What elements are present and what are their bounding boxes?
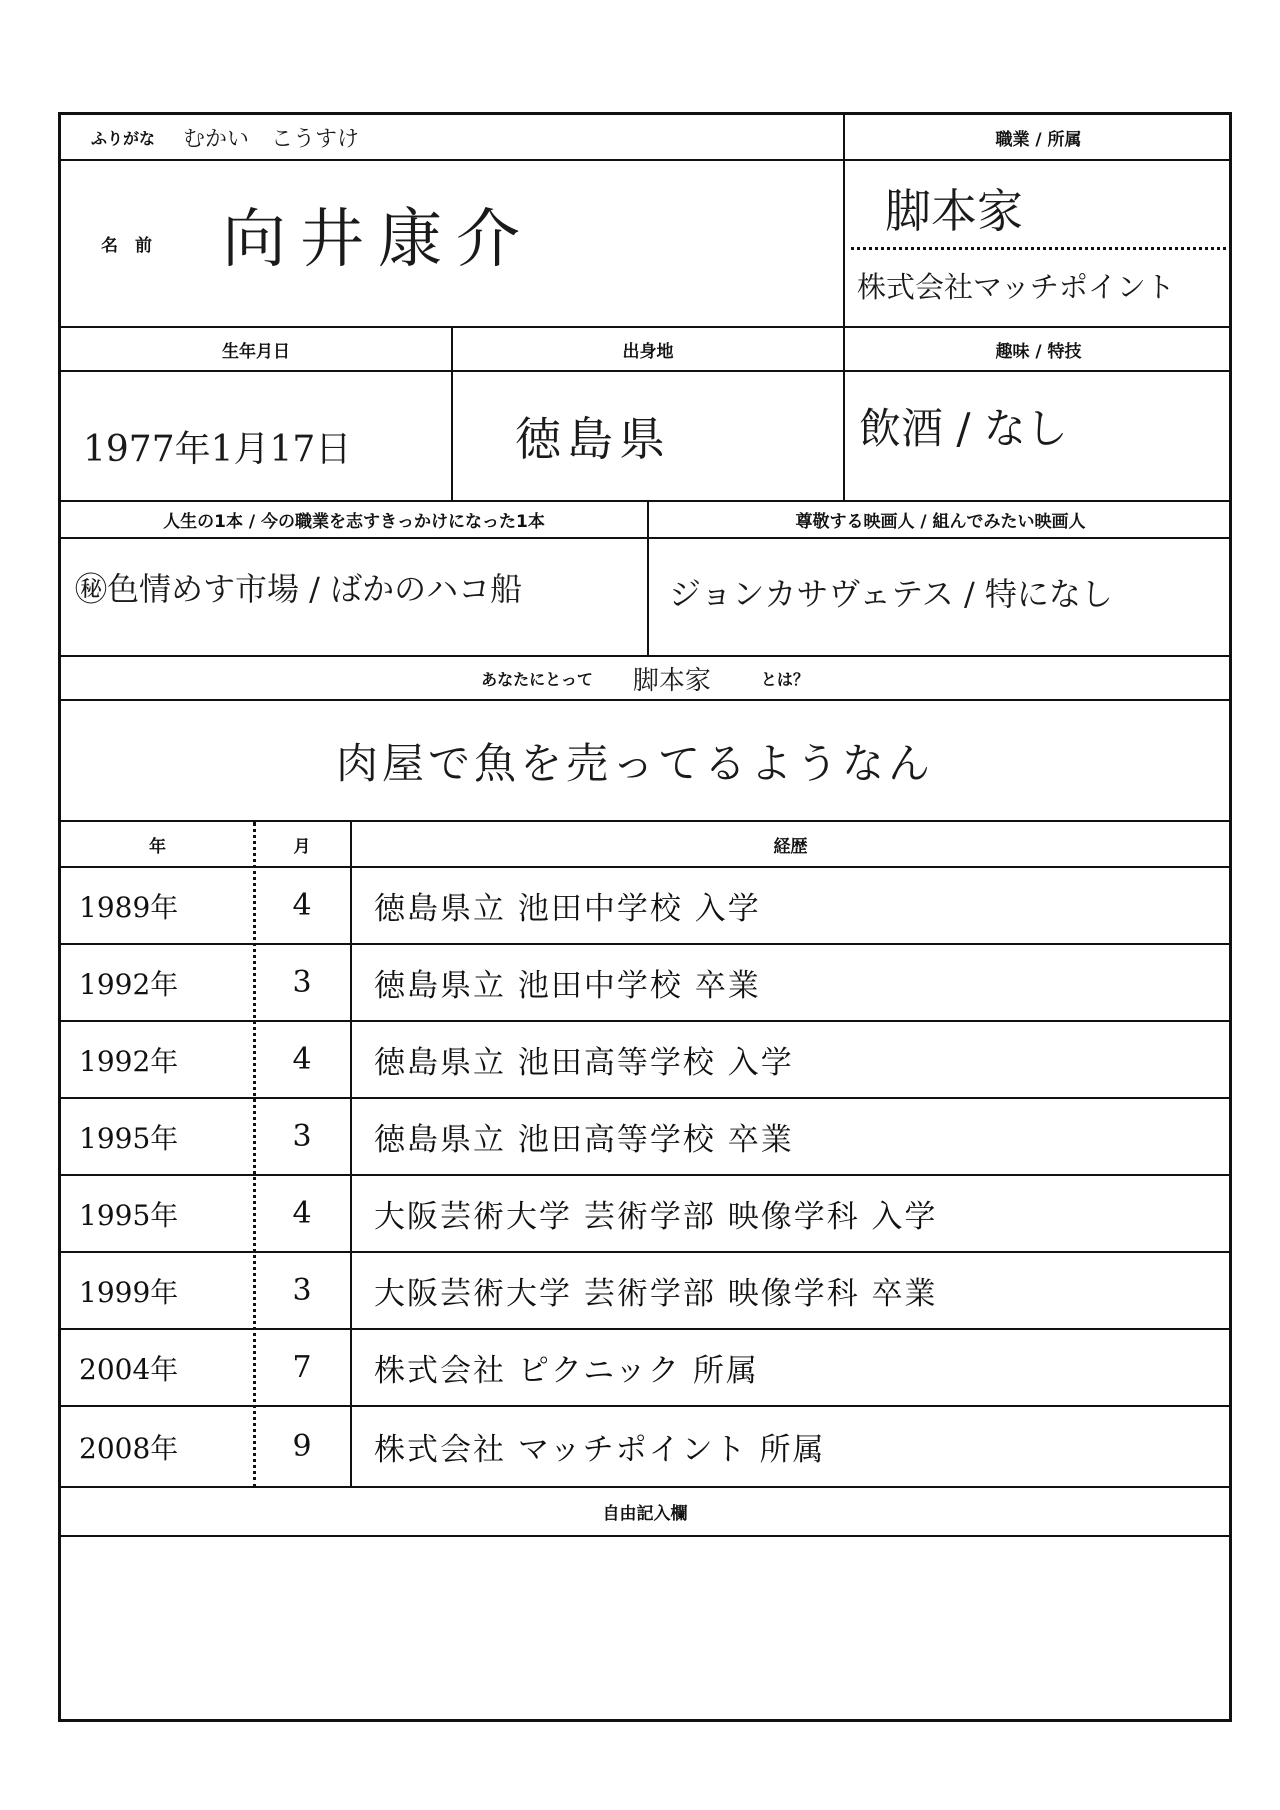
history-year: 1989年 [61, 868, 254, 945]
name-field [61, 161, 845, 328]
birthplace-header: 出身地 [453, 328, 845, 372]
furigana-label: ふりがな [91, 128, 156, 148]
career-header: 経歴 [352, 822, 1229, 868]
dotted-divider [851, 247, 1226, 250]
history-row [61, 868, 1229, 945]
history-career: 徳島県立 池田高等学校 卒業 [352, 1099, 1229, 1176]
history-row [61, 1099, 1229, 1176]
free-entry-header: 自由記入欄 [61, 1488, 1229, 1537]
history-month: 9 [254, 1407, 352, 1488]
month-header: 月 [254, 822, 352, 868]
favorite-film-value: ㊙色情めす市場 / ばかのハコ船 [61, 539, 649, 657]
history-row [61, 945, 1229, 1022]
history-month: 4 [254, 868, 352, 945]
history-career: 徳島県立 池田高等学校 入学 [352, 1022, 1229, 1099]
history-year: 1992年 [61, 945, 254, 1022]
name-value: 向井康介 [222, 202, 534, 277]
furigana-field [61, 115, 845, 161]
profile-form [58, 112, 1232, 1722]
history-month: 4 [254, 1176, 352, 1253]
respected-person-value: ジョンカサヴェテス / 特になし [649, 539, 1232, 657]
birthdate-value: 1977年1月17日 [61, 372, 453, 502]
question-answer: 肉屋で魚を売ってるようなん [61, 701, 1229, 822]
history-row [61, 1330, 1229, 1407]
history-month: 4 [254, 1022, 352, 1099]
history-year: 1992年 [61, 1022, 254, 1099]
history-career: 徳島県立 池田中学校 入学 [352, 868, 1229, 945]
history-month: 3 [254, 945, 352, 1022]
favorite-film-header: 人生の1本 / 今の職業を志すきっかけになった1本 [61, 502, 649, 539]
hobby-value: 飲酒 / なし [845, 372, 1232, 502]
name-label: 名 前 [101, 236, 152, 256]
company-value: 株式会社マッチポイント [857, 270, 1175, 304]
birthplace-value: 徳島県 [453, 372, 845, 502]
free-entry-area [61, 1537, 1229, 1719]
question-prefix: あなたにとって [481, 669, 593, 689]
history-row [61, 1176, 1229, 1253]
history-row [61, 1407, 1229, 1488]
question-subject: 脚本家 [632, 665, 711, 696]
job-value: 脚本家 [885, 184, 1023, 238]
history-career: 株式会社 マッチポイント 所属 [352, 1407, 1229, 1488]
hobby-header: 趣味 / 特技 [845, 328, 1232, 372]
history-month: 3 [254, 1099, 352, 1176]
respected-person-header: 尊敬する映画人 / 組んでみたい映画人 [649, 502, 1232, 539]
history-year: 1999年 [61, 1253, 254, 1330]
history-row [61, 1253, 1229, 1330]
history-career: 徳島県立 池田中学校 卒業 [352, 945, 1229, 1022]
history-year: 1995年 [61, 1176, 254, 1253]
birthdate-header: 生年月日 [61, 328, 453, 372]
history-career: 大阪芸術大学 芸術学部 映像学科 入学 [352, 1176, 1229, 1253]
occupation-header: 職業 / 所属 [845, 115, 1232, 161]
history-month: 3 [254, 1253, 352, 1330]
history-year: 2004年 [61, 1330, 254, 1407]
year-header: 年 [61, 822, 254, 868]
furigana-value: むかい こうすけ [183, 126, 360, 152]
history-month: 7 [254, 1330, 352, 1407]
question-header [61, 657, 1229, 701]
occupation-field [845, 161, 1232, 328]
history-year: 1995年 [61, 1099, 254, 1176]
history-career: 大阪芸術大学 芸術学部 映像学科 卒業 [352, 1253, 1229, 1330]
history-year: 2008年 [61, 1407, 254, 1488]
history-row [61, 1022, 1229, 1099]
history-career: 株式会社 ピクニック 所属 [352, 1330, 1229, 1407]
question-suffix: とは？ [760, 669, 809, 689]
